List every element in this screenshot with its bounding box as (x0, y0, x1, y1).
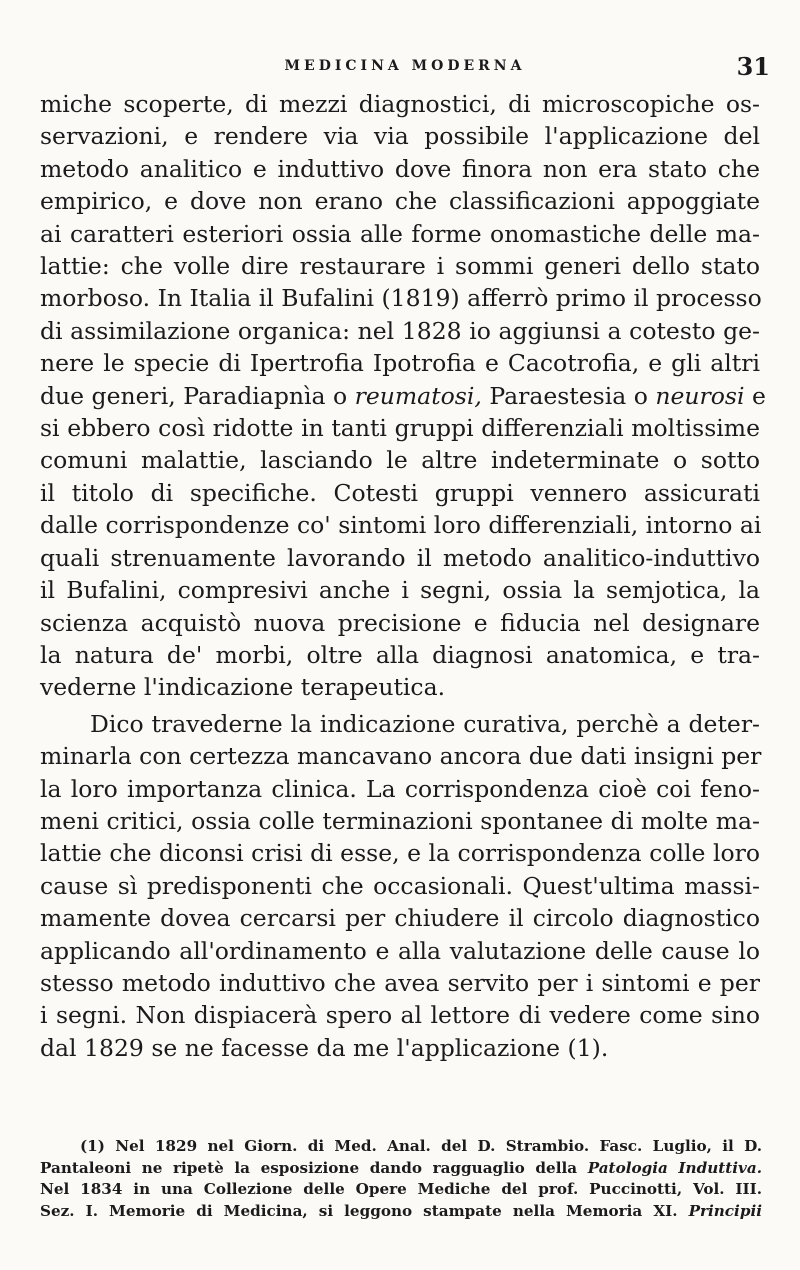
italic-term: neurosi (655, 381, 745, 410)
text-segment: Pantaleoni ne ripetè la esposizione dando ragguaglio della (40, 1158, 588, 1177)
text-line: stesso metodo induttivo che avea servito per i sintomi e per (40, 968, 760, 997)
text-line: applicando all'ordinamento e alla valutazione delle cause lo (40, 936, 760, 965)
text-line: il Bufalini, compresivi anche i segni, ossia la semjotica, la (40, 576, 760, 605)
text-line: dalle corrispondenze co' sintomi loro differenziali, intorno ai (40, 511, 762, 540)
text-line: metodo analitico e induttivo dove finora non era stato che (40, 154, 760, 183)
text-line: la natura de' morbi, oltre alla diagnosi anatomica, e tra- (40, 640, 760, 669)
text-line: mamente dovea cercarsi per chiudere il circolo diagnostico (40, 904, 760, 933)
paragraph-1 (40, 88, 766, 704)
text-line: il titolo di specifiche. Cotesti gruppi vennero assicurati (40, 478, 760, 507)
body-text (40, 88, 766, 1064)
text-line: dal 1829 se ne facesse da me l'applicazione (1). (40, 1033, 609, 1062)
text-segment: Paraestesia o (481, 381, 656, 410)
text-line (40, 380, 766, 412)
footnote-line (40, 1201, 762, 1223)
text-line: servazioni, e rendere via via possibile l'applicazione del (40, 122, 760, 151)
text-line: minarla con certezza mancavano ancora due dati insigni per (40, 742, 762, 771)
text-line: nere le specie di Ipertrofia Ipotrofia e Cacotrofia, e gli altri (40, 349, 760, 378)
paragraph-2 (40, 708, 760, 1064)
text-line: scienza acquistò nuova precisione e fiducia nel designare (40, 608, 760, 637)
footnote-line: (1) Nel 1829 nel Giorn. di Med. Anal. del D. Strambio. Fasc. Luglio, il D. (80, 1137, 762, 1155)
footnote-line: Nel 1834 in una Collezione delle Opere Mediche del prof. Puccinotti, Vol. III. (40, 1180, 762, 1198)
text-segment: e (744, 381, 766, 410)
running-head (40, 52, 770, 88)
italic-title: Principii (688, 1201, 762, 1220)
text-line: quali strenuamente lavorando il metodo analitico-induttivo (40, 543, 760, 572)
text-line: lattie che diconsi crisi di esse, e la corrispondenza colle loro (40, 839, 760, 868)
italic-term: reumatosi, (354, 381, 482, 410)
text-line: ai caratteri esteriori ossia alle forme onomastiche delle ma- (40, 219, 760, 248)
text-segment: due generi, Paradiapnìa o (40, 381, 355, 410)
text-line: empirico, e dove non erano che classificazioni appoggiate (40, 187, 760, 216)
text-line: vederne l'indicazione terapeutica. (40, 673, 446, 702)
footnote-line (40, 1158, 762, 1180)
text-line: miche scoperte, di mezzi diagnostici, di microscopiche os- (40, 90, 760, 118)
text-segment: Sez. I. Memorie di Medicina, si leggono stampate nella Memoria XI. (40, 1201, 689, 1220)
text-line: i segni. Non dispiacerà spero al lettore di vedere come sino (40, 1001, 760, 1030)
text-line: lattie: che volle dire restaurare i sommi generi dello stato (40, 252, 760, 281)
running-title: MEDICINA MODERNA (284, 58, 526, 74)
page-number: 31 (736, 52, 770, 81)
italic-title: Patologia Induttiva. (587, 1158, 762, 1177)
text-line: morboso. In Italia il Bufalini (1819) afferrò primo il processo (40, 284, 762, 313)
footnote (40, 1136, 762, 1222)
text-line: Dico travederne la indicazione curativa, perchè a deter- (90, 709, 760, 738)
text-line: meni critici, ossia colle terminazioni spontanee di molte ma- (40, 806, 760, 835)
text-line: comuni malattie, lasciando le altre indeterminate o sotto (40, 446, 760, 475)
text-line: la loro importanza clinica. La corrispondenza cioè coi feno- (40, 774, 760, 803)
text-line: si ebbero così ridotte in tanti gruppi differenziali moltissime (40, 414, 760, 443)
text-line: di assimilazione organica: nel 1828 io aggiunsi a cotesto ge- (40, 316, 760, 345)
text-line: cause sì predisponenti che occasionali. Quest'ultima massi- (40, 871, 760, 900)
